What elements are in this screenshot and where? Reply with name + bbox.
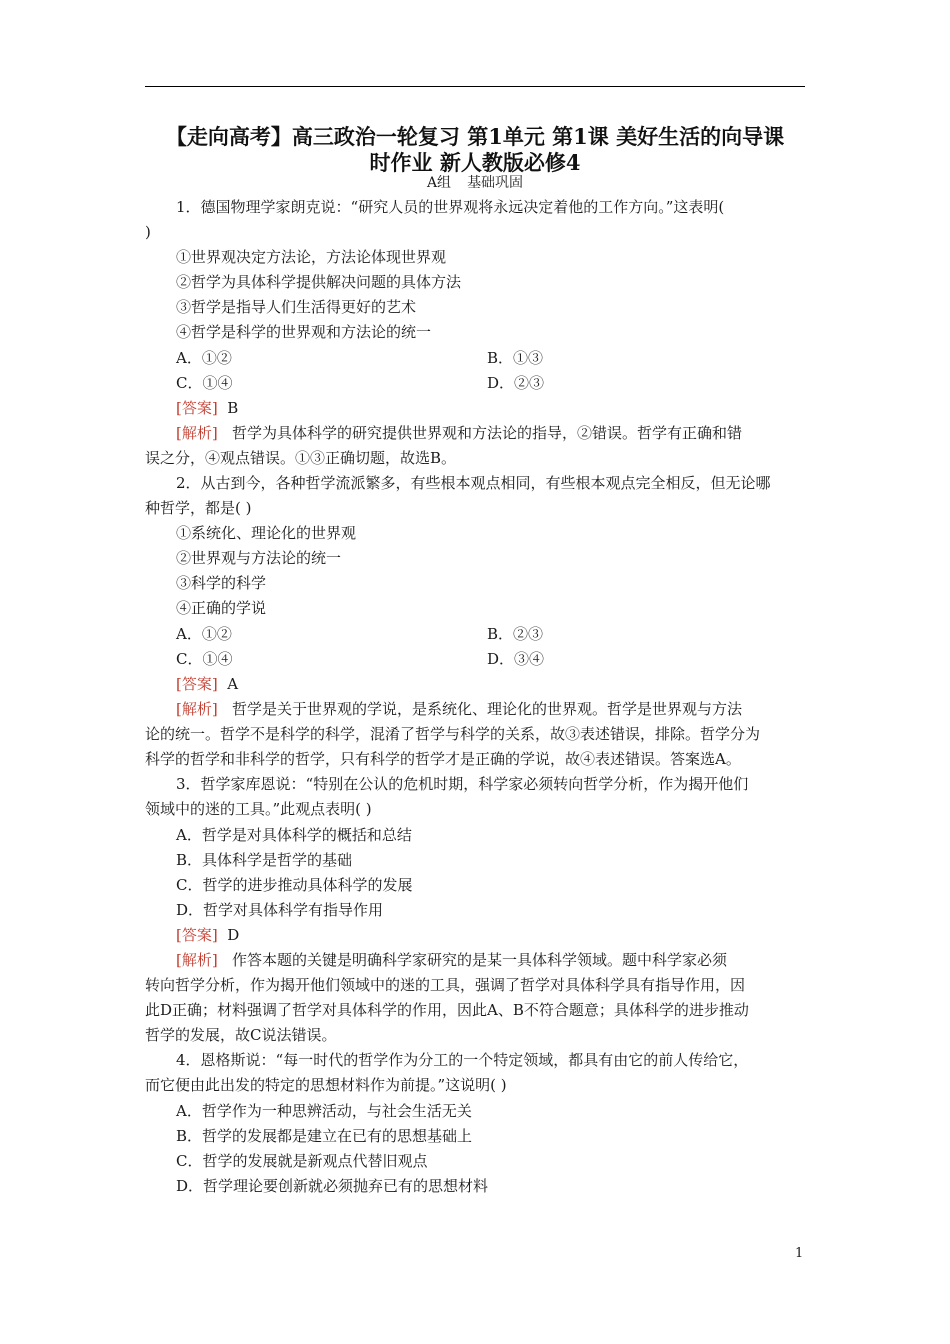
question-3-option-d: D．哲学对具体科学有指导作用: [176, 901, 384, 919]
question-1-option-c: C．①④: [176, 374, 233, 392]
analysis-text: 作答本题的关键是明确科学家研究的是某一具体科学领域。题中科学家必须: [232, 951, 728, 969]
question-2-item-4: ④正确的学说: [176, 599, 267, 617]
question-2-item-3: ③科学的科学: [176, 574, 267, 592]
question-2-stem-line-1: 2．从古到今，各种哲学流派繁多，有些根本观点相同，有些根本观点完全相反，但无论哪: [176, 474, 771, 492]
question-3-option-a: A．哲学是对具体科学的概括和总结: [176, 826, 412, 844]
question-3-answer: [176, 925, 239, 945]
question-1-stem-line-2: ): [145, 223, 151, 241]
question-2-analysis-line-3: 科学的哲学和非科学的哲学，只有科学的哲学才是正确的学说，故④表述错误。答案选A。: [145, 750, 741, 768]
question-2-option-d: D．③④: [487, 650, 545, 668]
answer-value: A: [227, 675, 239, 693]
question-2-stem-line-2: 种哲学，都是( ): [145, 499, 252, 517]
document-title-line-1: 【走向高考】高三政治一轮复习 第1单元 第1课 美好生活的向导课: [165, 124, 785, 149]
question-1-item-1: ①世界观决定方法论，方法论体现世界观: [176, 248, 447, 266]
question-2-option-a: A．①②: [176, 625, 232, 643]
question-4-option-a: A．哲学作为一种思辨活动，与社会生活无关: [176, 1102, 472, 1120]
question-4-stem-line-2: 而它便由此出发的特定的思想材料作为前提。”这说明( ): [145, 1076, 507, 1094]
question-1-option-a: A．①②: [176, 349, 232, 367]
question-3-analysis-line-1: [176, 950, 727, 970]
question-2-answer: [176, 674, 238, 694]
question-2-option-c: C．①④: [176, 650, 233, 668]
question-1-option-b: B．①③: [487, 349, 544, 367]
answer-value: B: [227, 399, 239, 417]
question-4-option-d: D．哲学理论要创新就必须抛弃已有的思想材料: [176, 1177, 489, 1195]
question-3-analysis-line-4: 哲学的发展，故C说法错误。: [145, 1026, 337, 1044]
question-4-option-c: C．哲学的发展就是新观点代替旧观点: [176, 1152, 428, 1170]
question-3-option-c: C．哲学的进步推动具体科学的发展: [176, 876, 413, 894]
question-3-stem-line-2: 领域中的迷的工具。”此观点表明( ): [145, 800, 372, 818]
question-2-option-b: B．②③: [487, 625, 544, 643]
analysis-label: [解析]: [176, 700, 218, 718]
header-rule: [145, 86, 805, 87]
question-1-answer: [176, 398, 238, 418]
question-4-option-b: B．哲学的发展都是建立在已有的思想基础上: [176, 1127, 473, 1145]
question-2-analysis-line-1: [176, 699, 742, 719]
question-1-item-4: ④哲学是科学的世界观和方法论的统一: [176, 323, 432, 341]
question-4-stem-line-1: 4．恩格斯说：“每一时代的哲学作为分工的一个特定领域，都具有由它的前人传给它，: [176, 1051, 749, 1069]
question-1-analysis-line-1: [176, 423, 742, 443]
analysis-text: 哲学是关于世界观的学说，是系统化、理论化的世界观。哲学是世界观与方法: [232, 700, 743, 718]
question-2-analysis-line-2: 论的统一。哲学不是科学的科学，混淆了哲学与科学的关系，故③表述错误，排除。哲学分为: [145, 725, 761, 743]
group-label: A组: [426, 175, 452, 191]
question-1-analysis-line-2: 误之分，④观点错误。①③正确切题，故选B。: [145, 449, 457, 467]
question-2-item-2: ②世界观与方法论的统一: [176, 549, 342, 567]
question-1-stem-line-1: 1．德国物理学家朗克说：“研究人员的世界观将永远决定着他的工作方向。”这表明(: [176, 198, 725, 216]
section-heading: [145, 174, 805, 192]
page-number: 1: [795, 1246, 804, 1261]
question-2-item-1: ①系统化、理论化的世界观: [176, 524, 357, 542]
question-1-item-2: ②哲学为具体科学提供解决问题的具体方法: [176, 273, 462, 291]
answer-value: D: [227, 926, 240, 944]
answer-label: [答案]: [176, 399, 218, 417]
analysis-label: [解析]: [176, 951, 218, 969]
answer-label: [答案]: [176, 926, 218, 944]
question-3-stem-line-1: 3．哲学家库恩说：“特别在公认的危机时期，科学家必须转向哲学分析，作为揭开他们: [176, 775, 749, 793]
analysis-text: 哲学为具体科学的研究提供世界观和方法论的指导，②错误。哲学有正确和错: [232, 424, 743, 442]
question-1-option-d: D．②③: [487, 374, 545, 392]
question-3-analysis-line-3: 此D正确；材料强调了哲学对具体科学的作用，因此A、B不符合题意；具体科学的进步推动: [145, 1001, 749, 1019]
answer-label: [答案]: [176, 675, 218, 693]
question-1-item-3: ③哲学是指导人们生活得更好的艺术: [176, 298, 417, 316]
question-3-option-b: B．具体科学是哲学的基础: [176, 851, 353, 869]
analysis-label: [解析]: [176, 424, 218, 442]
group-name: 基础巩固: [467, 175, 524, 191]
question-3-analysis-line-2: 转向哲学分析，作为揭开他们领域中的迷的工具，强调了哲学对具体科学具有指导作用，因: [145, 976, 746, 994]
document-title-line-2: 时作业 新人教版必修4: [369, 150, 581, 175]
